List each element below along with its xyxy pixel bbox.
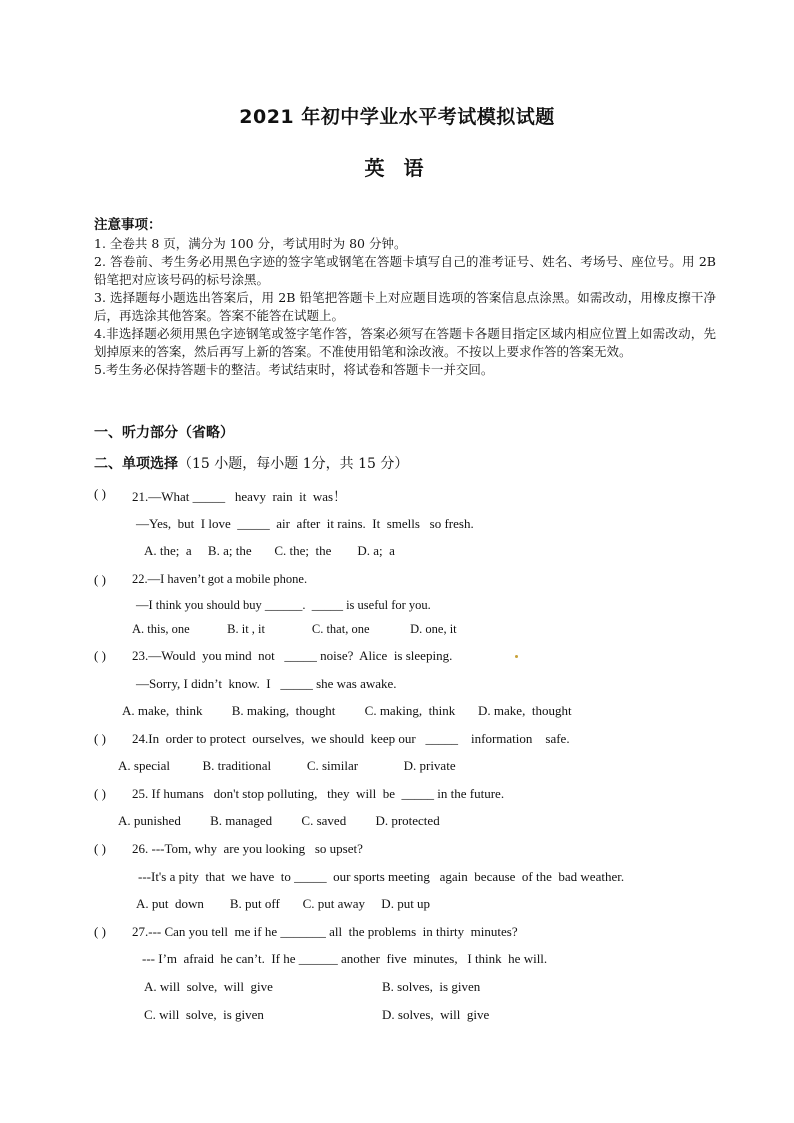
notice-heading: 注意事项： — [94, 217, 162, 233]
notice-block — [94, 216, 716, 379]
answer-blank[interactable]: ( ) — [94, 731, 106, 746]
question-stem: 21.—What _____ heavy rain it was！ — [132, 489, 347, 504]
question-options: A. punished B. managed C. saved D. protected — [118, 813, 440, 828]
question-options: A. put down B. put off C. put away D. put up — [136, 896, 431, 911]
notice-item: 5.考生务必保持答题卡的整洁。考试结束时，将试卷和答题卡一并交回。 — [94, 362, 494, 377]
question-option-d: D. solves, will give — [382, 1007, 490, 1022]
question-stem: 23.—Would you mind not _____ noise? Alice is sleeping. — [132, 648, 453, 663]
question-stem: 22.—I haven’t got a mobile phone. — [132, 572, 308, 586]
question-line: —Yes, but I love _____ air after it rains. It smells so fresh. — [136, 516, 474, 531]
subject-title: 英 语 — [364, 156, 430, 180]
question-stem: 26. ---Tom, why are you looking so upset? — [132, 841, 363, 856]
section-single-choice-label: 二、单项选择 — [94, 456, 178, 472]
section-single-choice-note: （15 小题，每小题 1分，共 15 分） — [178, 456, 409, 472]
answer-blank[interactable]: ( ) — [94, 572, 106, 587]
question-options: A. special B. traditional C. similar D. private — [118, 758, 456, 773]
question-line: —Sorry, I didn’t know. I _____ she was awake. — [136, 676, 397, 691]
notice-item: 4.非选择题必须用黑色字迹钢笔或签字笔作答，答案必须写在答题卡各题目指定区域内相应位置上如需改动，先划掉原来的答案，然后再写上新的答案。不准使用铅笔和涂改液。不按以上要求作答的答案无效。 — [94, 326, 716, 359]
question-stem: 27.--- Can you tell me if he _______ all the problems in thirty minutes? — [132, 924, 518, 939]
notice-item: 2. 答卷前、考生务必用黑色字迹的签字笔或钢笔在答题卡填写自己的准考证号、姓名、考场号、座位号。用 2B 铅笔把对应该号码的标号涂黑。 — [94, 254, 716, 287]
question-option-c: C. will solve, is given — [144, 1007, 264, 1022]
question-options: A. the; a B. a; the C. the; the D. a; a — [144, 543, 395, 558]
question-line: --- I’m afraid he can’t. If he ______ another five minutes, I think he will. — [142, 951, 548, 966]
answer-blank[interactable]: ( ) — [94, 786, 106, 801]
question-line: —I think you should buy ______. _____ is useful for you. — [136, 598, 431, 612]
stray-mark — [515, 655, 518, 658]
answer-blank[interactable]: ( ) — [94, 841, 106, 856]
section-listening — [94, 422, 234, 442]
answer-blank[interactable]: ( ) — [94, 924, 106, 939]
question-option-a: A. will solve, will give — [144, 979, 273, 994]
question-line: ---It's a pity that we have to _____ our sports meeting again because of the bad weather. — [138, 869, 625, 884]
question-option-b: B. solves, is given — [382, 979, 481, 994]
notice-item: 1. 全卷共 8 页，满分为 100 分，考试用时为 80 分钟。 — [94, 236, 407, 251]
question-stem: 25. If humans don't stop polluting, they will be _____ in the future. — [132, 786, 505, 801]
section-listening-label: 一、听力部分（省略） — [94, 425, 234, 441]
page-title: 2021 年初中学业水平考试模拟试题 — [239, 106, 555, 128]
question-options: A. this, one B. it , it C. that, one D. one, it — [132, 622, 457, 636]
question-stem: 24.In order to protect ourselves, we should keep our _____ information safe. — [132, 731, 570, 746]
notice-item: 3. 选择题每小题选出答案后，用 2B 铅笔把答题卡上对应题目选项的答案信息点涂黑。如需改动，用橡皮擦干净后，再选涂其他答案。答案不能答在试题上。 — [94, 290, 716, 323]
answer-blank[interactable]: ( ) — [94, 648, 106, 663]
section-single-choice — [94, 453, 408, 473]
question-options: A. make, think B. making, thought C. making, think D. make, thought — [122, 703, 572, 718]
answer-blank[interactable]: ( ) — [94, 486, 106, 501]
